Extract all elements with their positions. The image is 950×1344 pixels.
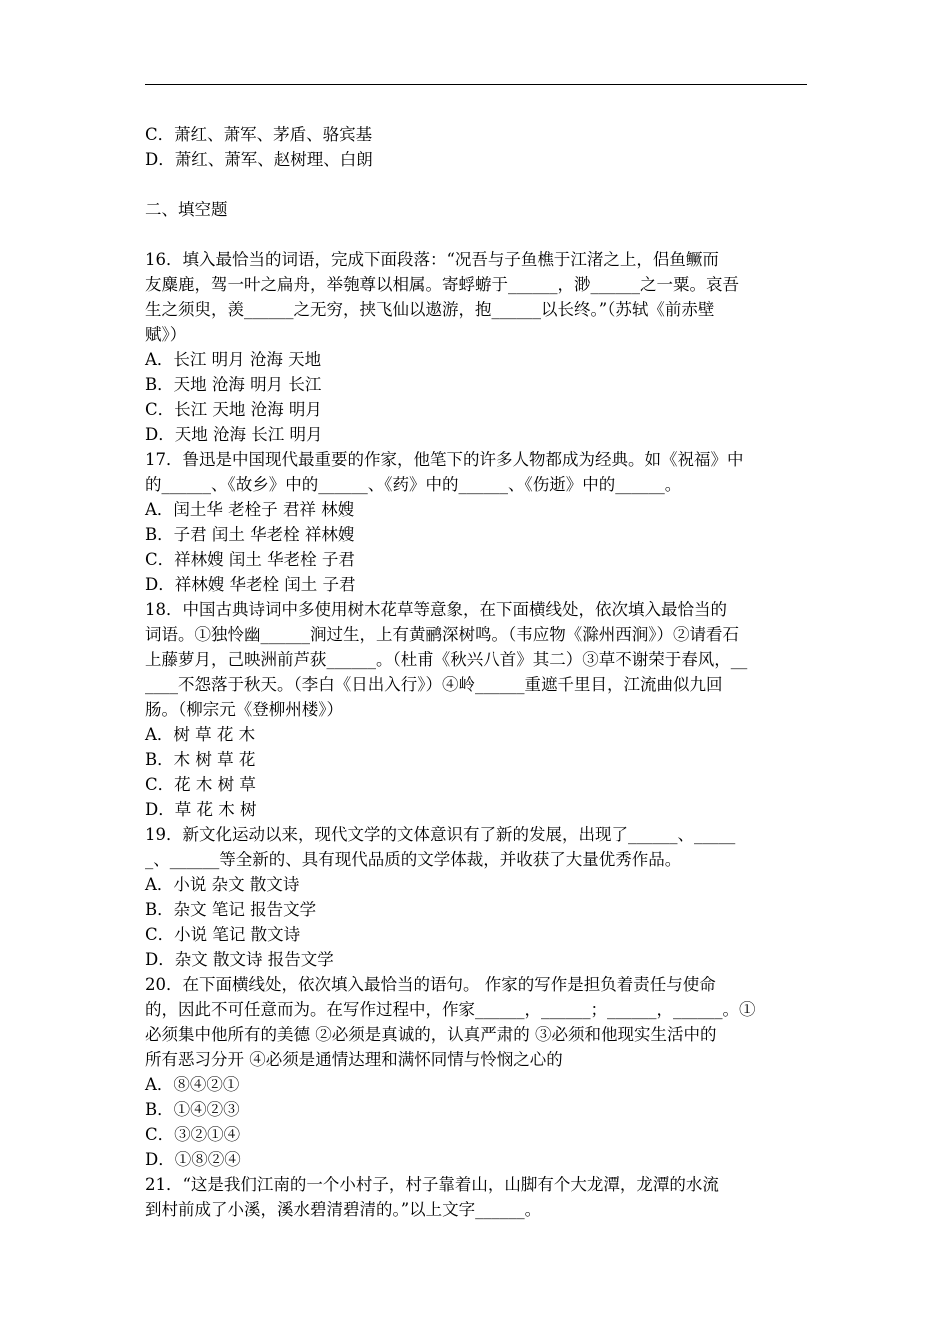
option-b: B．①④②③	[145, 1100, 240, 1119]
question-21	[145, 1172, 807, 1222]
question-18	[145, 597, 807, 822]
question-line: 所有恶习分开 ④必须是通情达理和满怀同情与怜悯之心的	[145, 1050, 563, 1069]
option-a: A．树 草 花 木	[145, 725, 256, 744]
option-a: A．⑧④②①	[145, 1075, 240, 1094]
option-b: B．木 树 草 花	[145, 750, 256, 769]
option-a: A．闰土华 老栓子 君祥 林嫂	[145, 500, 355, 519]
option-b: B．子君 闰土 华老栓 祥林嫂	[145, 525, 355, 544]
question-line: 词语。①独怜幽______涧过生，上有黄鹂深树鸣。（韦应物《滁州西涧》）②请看石	[145, 625, 739, 644]
option-c: C．祥林嫂 闰土 华老栓 子君	[145, 550, 355, 569]
question-line: 的，因此不可任意而为。在写作过程中，作家______，______；______，______。①	[145, 1000, 756, 1019]
question-line: 20．在下面横线处，依次填入最恰当的语句。 作家的写作是担负着责任与使命	[145, 975, 716, 994]
option-d: D．天地 沧海 长江 明月	[145, 425, 323, 444]
option-d: D．萧红、萧军、赵树理、白朗	[145, 150, 373, 169]
question-line: 到村前成了小溪，溪水碧清碧清的。”以上文字______。	[145, 1200, 542, 1219]
question-line: 上藤萝月，己映洲前芦荻______。（杜甫《秋兴八首》其二）③草不谢荣于春风，__	[145, 650, 748, 669]
question-line: 21．“这是我们江南的一个小村子，村子靠着山，山脚有个大龙潭，龙潭的水流	[145, 1175, 719, 1194]
option-c: C．花 木 树 草	[145, 775, 256, 794]
option-b: B．天地 沧海 明月 长江	[145, 375, 322, 394]
question-line: 必须集中他所有的美德 ②必须是真诚的，认真严肃的 ③必须和他现实生活中的	[145, 1025, 717, 1044]
option-c: C．小说 笔记 散文诗	[145, 925, 301, 944]
option-c: C．长江 天地 沧海 明月	[145, 400, 322, 419]
question-20	[145, 972, 807, 1172]
option-b: B．杂文 笔记 报告文学	[145, 900, 317, 919]
header-rule	[145, 84, 807, 85]
question-line: _、______等全新的、具有现代品质的文学体裁，并收获了大量优秀作品。	[145, 850, 682, 869]
document-content	[145, 122, 807, 1222]
option-c: C．③②①④	[145, 1125, 241, 1144]
option-d: D．草 花 木 树	[145, 800, 257, 819]
question-line: 17．鲁迅是中国现代最重要的作家，他笔下的许多人物都成为经典。如《祝福》中	[145, 450, 744, 469]
question-17	[145, 447, 807, 597]
question-line: 19．新文化运动以来，现代文学的文体意识有了新的发展，出现了______、_____	[145, 825, 736, 844]
option-a: A．长江 明月 沧海 天地	[145, 350, 322, 369]
question-16	[145, 247, 807, 447]
option-d: D．杂文 散文诗 报告文学	[145, 950, 334, 969]
question-line: 16．填入最恰当的词语，完成下面段落：“况吾与子鱼樵于江渚之上，侣鱼鳜而	[145, 250, 719, 269]
question-19	[145, 822, 807, 972]
question-line: ____不怨落于秋天。（李白《日出入行》）④岭______重遮千里目，江流曲似九回	[145, 675, 723, 694]
question-line: 的______、《故乡》中的______、《药》中的______、《伤逝》中的______。	[145, 475, 682, 494]
question-line: 友麋鹿，驾一叶之扁舟，举匏尊以相属。寄蜉蝣于______，渺______之一粟。哀吾	[145, 275, 739, 294]
question-line: 赋》）	[145, 325, 187, 344]
option-d: D．①⑧②④	[145, 1150, 241, 1169]
question-line: 生之须臾，羡______之无穷，挟飞仙以遨游，抱______以长终。”（苏轼《前赤壁	[145, 300, 715, 319]
question-line: 肠。（柳宗元《登柳州楼》）	[145, 700, 343, 719]
previous-question-options	[145, 122, 807, 172]
option-c: C．萧红、萧军、茅盾、骆宾基	[145, 125, 373, 144]
question-line: 18．中国古典诗词中多使用树木花草等意象，在下面横线处，依次填入最恰当的	[145, 600, 727, 619]
section-title: 二、填空题	[145, 200, 228, 219]
option-a: A．小说 杂文 散文诗	[145, 875, 300, 894]
option-d: D．祥林嫂 华老栓 闰土 子君	[145, 575, 356, 594]
